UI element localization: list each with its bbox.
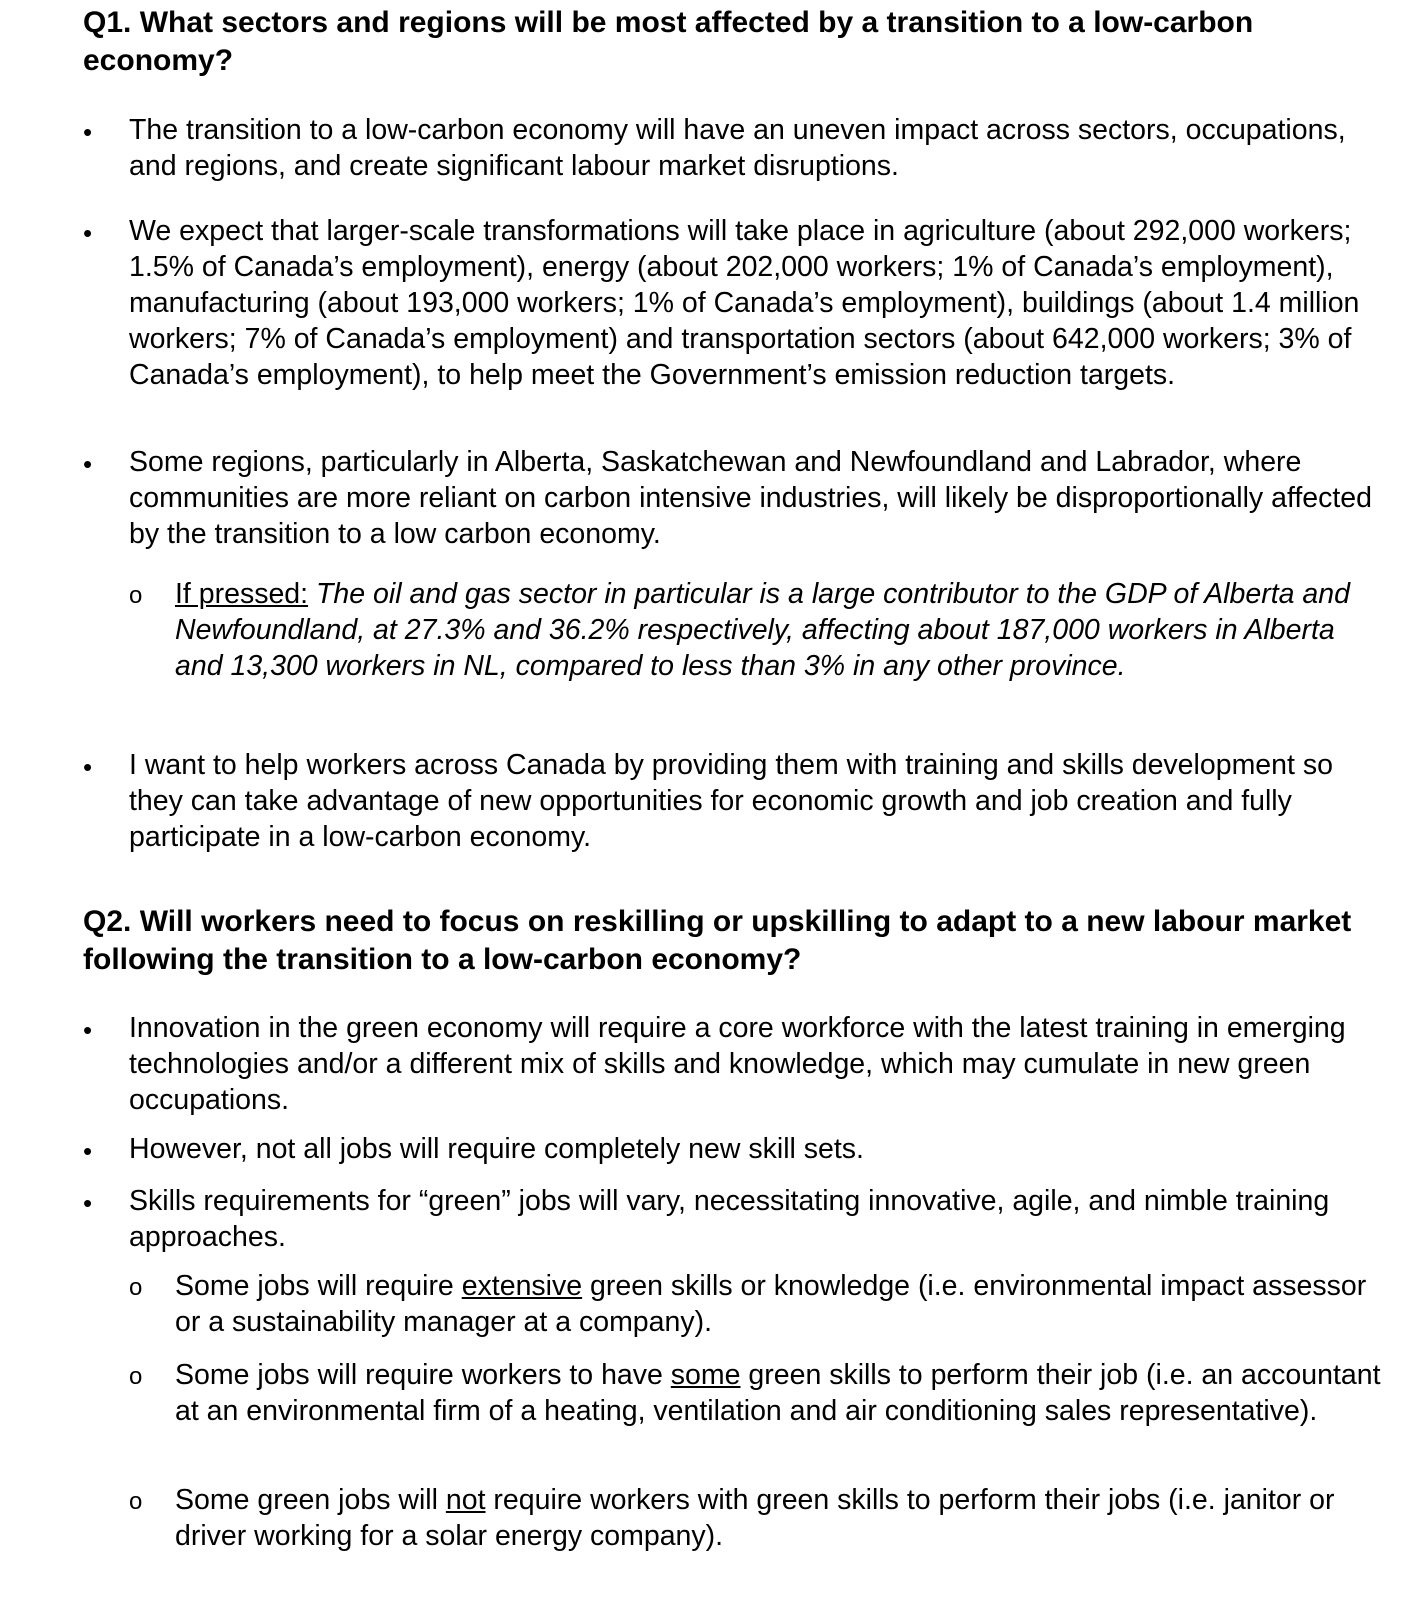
sub-item-text: require workers with green skills to perform their jobs (i.e. janitor or driver working for a solar energy company). — [175, 1484, 1335, 1552]
sub-item-emphasis: not — [445, 1484, 486, 1516]
bullet-icon: • — [83, 117, 93, 147]
sub-bullet-icon: o — [129, 1274, 143, 1301]
q2-sub-item-1 — [175, 1268, 1385, 1340]
q1-item-3: Some regions, particularly in Alberta, Saskatchewan and Newfoundland and Labrador, where communities are more reliant on carbon intensive industries, will likely be disproportionally affected by the transition to a low carbon economy. — [129, 446, 1372, 550]
if-pressed-note — [175, 576, 1385, 684]
q2-item-3: Skills requirements for “green” jobs will vary, necessitating innovative, agile, and nimble training approaches. — [129, 1185, 1330, 1253]
q1-heading: Q1. What sectors and regions will be most affected by a transition to a low-carbon economy? — [83, 6, 1254, 77]
sub-item-text: green skills or knowledge (i.e. environmental impact assessor or a sustainability manager at a company). — [175, 1270, 1367, 1338]
q2-item-2: However, not all jobs will require completely new skill sets. — [129, 1133, 864, 1165]
bullet-icon: • — [83, 449, 93, 479]
if-pressed-label: If pressed: — [175, 578, 309, 610]
bullet-icon: • — [83, 1188, 93, 1218]
bullet-icon: • — [83, 752, 93, 782]
bullet-icon: • — [83, 218, 93, 248]
sub-item-text: Some jobs will require — [175, 1270, 462, 1302]
sub-item-emphasis: some — [670, 1359, 741, 1391]
q2-sub-item-2 — [175, 1357, 1385, 1429]
sub-item-text: Some green jobs will — [175, 1484, 446, 1516]
sub-bullet-icon: o — [129, 582, 143, 609]
sub-bullet-icon: o — [129, 1488, 143, 1515]
bullet-icon: • — [83, 1136, 93, 1166]
q1-item-2: We expect that larger-scale transformations will take place in agriculture (about 292,000 workers; 1.5% of Canada’s employment), energy (about 202,000 workers; 1% of Canada’s employment), manufacturing (about 193,000 workers; 1% of Canada’s employment), buildings (about 1.4 million workers; 7% of Canada’s employment) and transportation sectors (about 642,000 workers; 3% of Canada’s employment), to help meet the Government’s emission reduction targets. — [129, 215, 1360, 391]
sub-item-text: Some jobs will require workers to have — [175, 1359, 671, 1391]
q2-heading: Q2. Will workers need to focus on reskilling or upskilling to adapt to a new labour market following the transition to a low-carbon economy? — [83, 905, 1352, 976]
bullet-icon: • — [83, 1015, 93, 1045]
q1-closing: I want to help workers across Canada by providing them with training and skills development so they can take advantage of new opportunities for economic growth and job creation and fully participate in a low-carbon economy. — [129, 749, 1333, 853]
sub-item-emphasis: extensive — [461, 1270, 583, 1302]
if-pressed-text: The oil and gas sector in particular is a large contributor to the GDP of Alberta and Newfoundland, at 27.3% and 36.2% respectively, affecting about 187,000 workers in Alberta and 13,300 workers in NL, compared to less than 3% in any other province. — [175, 578, 1350, 682]
q2-item-1: Innovation in the green economy will require a core workforce with the latest training in emerging technologies and/or a different mix of skills and knowledge, which may cumulate in new green occupations. — [129, 1012, 1346, 1116]
sub-bullet-icon: o — [129, 1363, 143, 1390]
sub-item-text: green skills to perform their job (i.e. an accountant at an environmental firm of a heating, ventilation and air conditioning sales representative). — [175, 1359, 1381, 1427]
q2-sub-item-3 — [175, 1482, 1385, 1554]
q1-item-1: The transition to a low-carbon economy will have an uneven impact across sectors, occupations, and regions, and create significant labour market disruptions. — [129, 114, 1346, 182]
